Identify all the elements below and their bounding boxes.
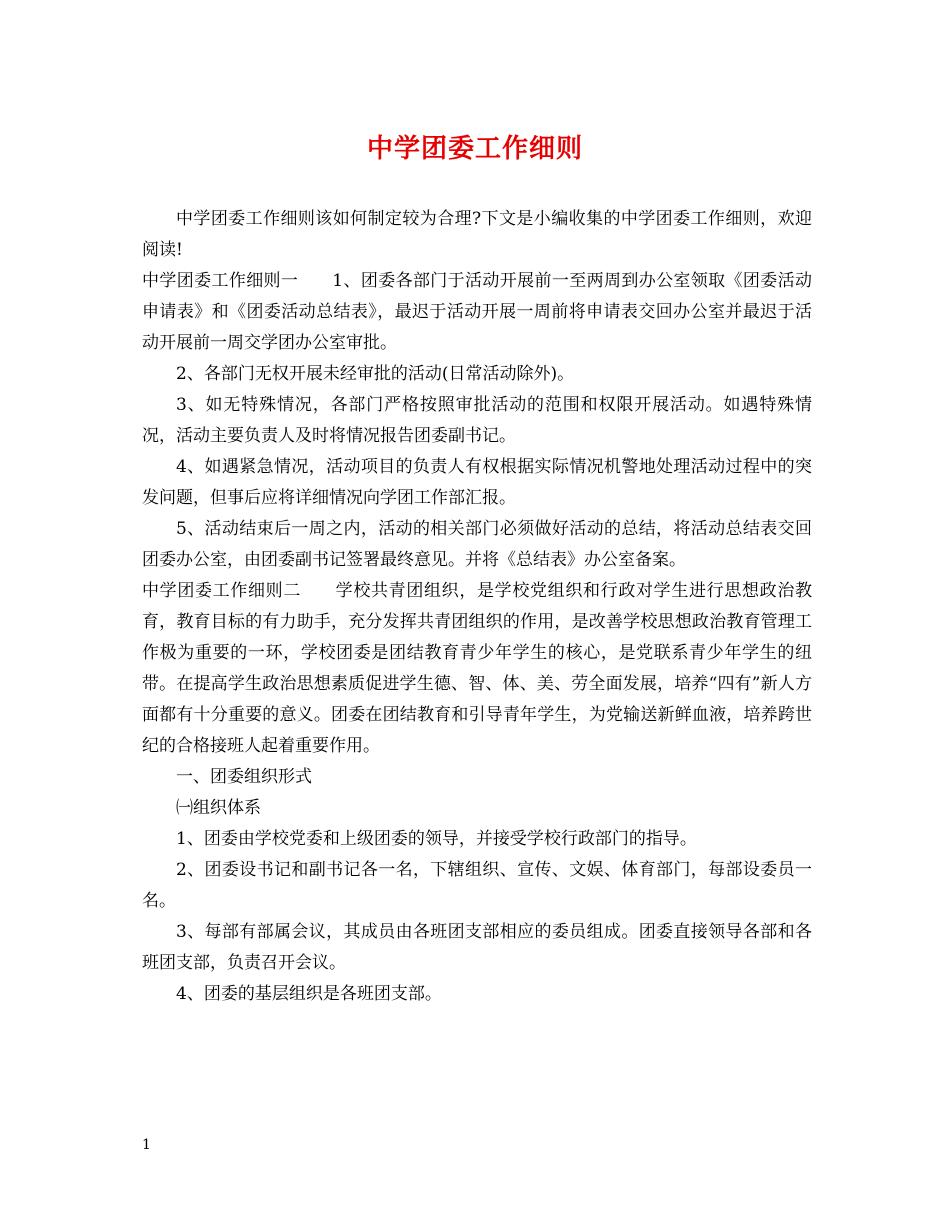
part1-subheading: ㈠组织体系 [176,798,261,818]
section1-item5: 5、活动结束后一周之内，活动的相关部门必须做好活动的总结，将活动总结表交回团委办公室，由团委副书记签署最终意见。并将《总结表》办公室备案。 [142,519,812,570]
section2-text: 学校共青团组织，是学校党组织和行政对学生进行思想政治教育，教育目标的有力助手，充分发挥共青团组织的作用，是改善学校思想政治教育管理工作极为重要的一环，学校团委是团结教育青少年学生的核心，是党联系青少年学生的纽带。在提高学生政治思想素质促进学生德、智、体、美、劳全面发展，培养“四有”新人方面都有十分重要的意义。团委在团结教育和引导青年学生，为党输送新鲜血液，培养跨世纪的合格接班人起着重要作用。 [142,581,812,756]
document-title: 中学团委工作细则 [366,134,583,164]
section1-item4: 4、如遇紧急情况，活动项目的负责人有权根据实际情况机警地处理活动过程中的突发问题，但事后应将详细情况向学团工作部汇报。 [142,457,812,508]
section1-paragraph [142,266,812,359]
part1-item3: 3、每部有部属会议，其成员由各班团支部相应的委员组成。团委直接领导各部和各班团支部，负责召开会议。 [142,922,812,973]
section1-heading: 中学团委工作细则一 [142,271,299,291]
part1-heading: 一、团委组织形式 [176,767,312,787]
section2-paragraph [142,576,812,762]
section1-item2: 2、各部门无权开展未经审批的活动(日常活动除外)。 [176,364,575,384]
part1-item4: 4、团委的基层组织是各班团支部。 [176,984,442,1004]
part1-item1: 1、团委由学校党委和上级团委的领导，并接受学校行政部门的指导。 [176,829,697,849]
section1-item3: 3、如无特殊情况，各部门严格按照审批活动的范围和权限开展活动。如遇特殊情况，活动主要负责人及时将情况报告团委副书记。 [142,395,812,446]
part1-item2: 2、团委设书记和副书记各一名，下辖组织、宣传、文娱、体育部门，每部设委员一名。 [142,860,812,911]
document-body [142,204,812,1010]
page-number: 1 [142,1137,151,1153]
intro-paragraph: 中学团委工作细则该如何制定较为合理?下文是小编收集的中学团委工作细则，欢迎阅读! [142,209,812,260]
section1-item1: 1、团委各部门于活动开展前一至两周到办公室领取《团委活动申请表》和《团委活动总结表》，最迟于活动开展一周前将申请表交回办公室并最迟于活动开展前一周交学团办公室审批。 [142,271,812,353]
section2-heading: 中学团委工作细则二 [142,581,301,601]
